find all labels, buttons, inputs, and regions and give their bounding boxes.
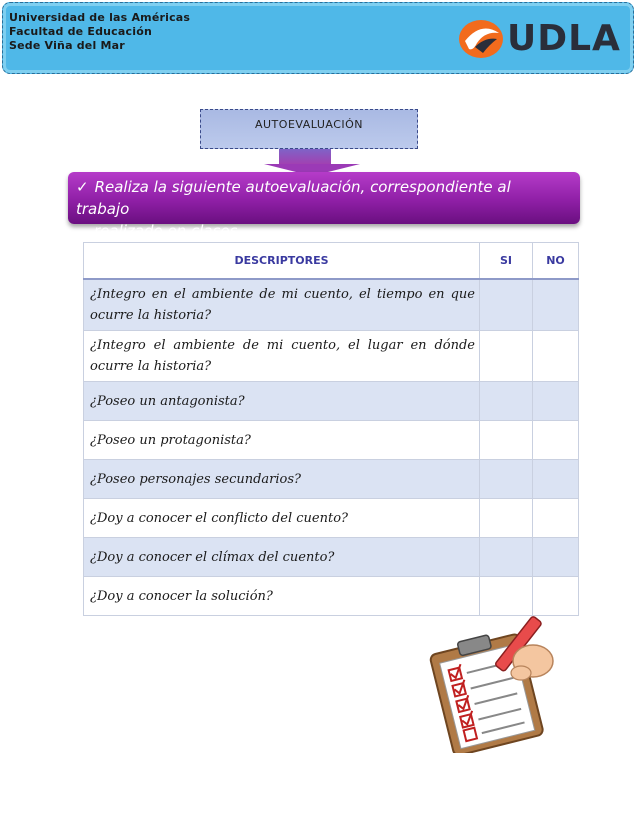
self-evaluation-table xyxy=(83,242,579,616)
instruction-banner xyxy=(68,172,580,240)
no-cell[interactable] xyxy=(533,421,579,460)
table-header-row xyxy=(84,243,579,280)
no-cell[interactable] xyxy=(533,331,579,382)
no-cell[interactable] xyxy=(533,538,579,577)
no-cell[interactable] xyxy=(533,279,579,331)
instruction-text xyxy=(76,176,556,242)
descriptor-cell: ¿Doy a conocer la solución? xyxy=(84,577,480,616)
yes-cell[interactable] xyxy=(480,460,533,499)
no-cell[interactable] xyxy=(533,460,579,499)
udla-logo xyxy=(455,17,621,61)
yes-cell[interactable] xyxy=(480,331,533,382)
logo-mark-icon xyxy=(455,17,507,61)
table-row xyxy=(84,331,579,382)
instruction-line: realizado en clases. xyxy=(94,222,243,240)
table-row xyxy=(84,460,579,499)
header-banner xyxy=(2,2,634,74)
descriptor-cell: ¿Integro el ambiente de mi cuento, el lugar en dónde ocurre la historia? xyxy=(84,331,480,382)
instruction-line: Realiza la siguiente autoevaluación, correspondiente al trabajo xyxy=(76,178,511,218)
check-icon: ✓ xyxy=(76,178,89,196)
table-row xyxy=(84,538,579,577)
descriptor-cell: ¿Doy a conocer el clímax del cuento? xyxy=(84,538,480,577)
column-header-yes: SI xyxy=(480,243,533,280)
table-row xyxy=(84,499,579,538)
yes-cell[interactable] xyxy=(480,279,533,331)
descriptor-cell: ¿Poseo personajes secundarios? xyxy=(84,460,480,499)
no-cell[interactable] xyxy=(533,499,579,538)
yes-cell[interactable] xyxy=(480,421,533,460)
yes-cell[interactable] xyxy=(480,382,533,421)
yes-cell[interactable] xyxy=(480,538,533,577)
clipboard-checklist-icon xyxy=(425,603,560,753)
descriptor-cell: ¿Poseo un antagonista? xyxy=(84,382,480,421)
column-header-descriptors: DESCRIPTORES xyxy=(84,243,480,280)
yes-cell[interactable] xyxy=(480,499,533,538)
table-row xyxy=(84,421,579,460)
no-cell[interactable] xyxy=(533,382,579,421)
descriptor-cell: ¿Integro en el ambiente de mi cuento, el tiempo en que ocurre la historia? xyxy=(84,279,480,331)
logo-text: UDLA xyxy=(507,18,621,59)
table-row xyxy=(84,279,579,331)
page-title: AUTOEVALUACIÓN xyxy=(200,109,418,149)
column-header-no: NO xyxy=(533,243,579,280)
descriptor-cell: ¿Poseo un protagonista? xyxy=(84,421,480,460)
table-row xyxy=(84,382,579,421)
institution-line: Sede Viña del Mar xyxy=(9,39,125,52)
institution-info xyxy=(9,11,190,53)
descriptor-cell: ¿Doy a conocer el conflicto del cuento? xyxy=(84,499,480,538)
institution-line: Universidad de las Américas xyxy=(9,11,191,24)
institution-line: Facultad de Educación xyxy=(9,25,153,38)
title-arrow xyxy=(279,149,331,165)
